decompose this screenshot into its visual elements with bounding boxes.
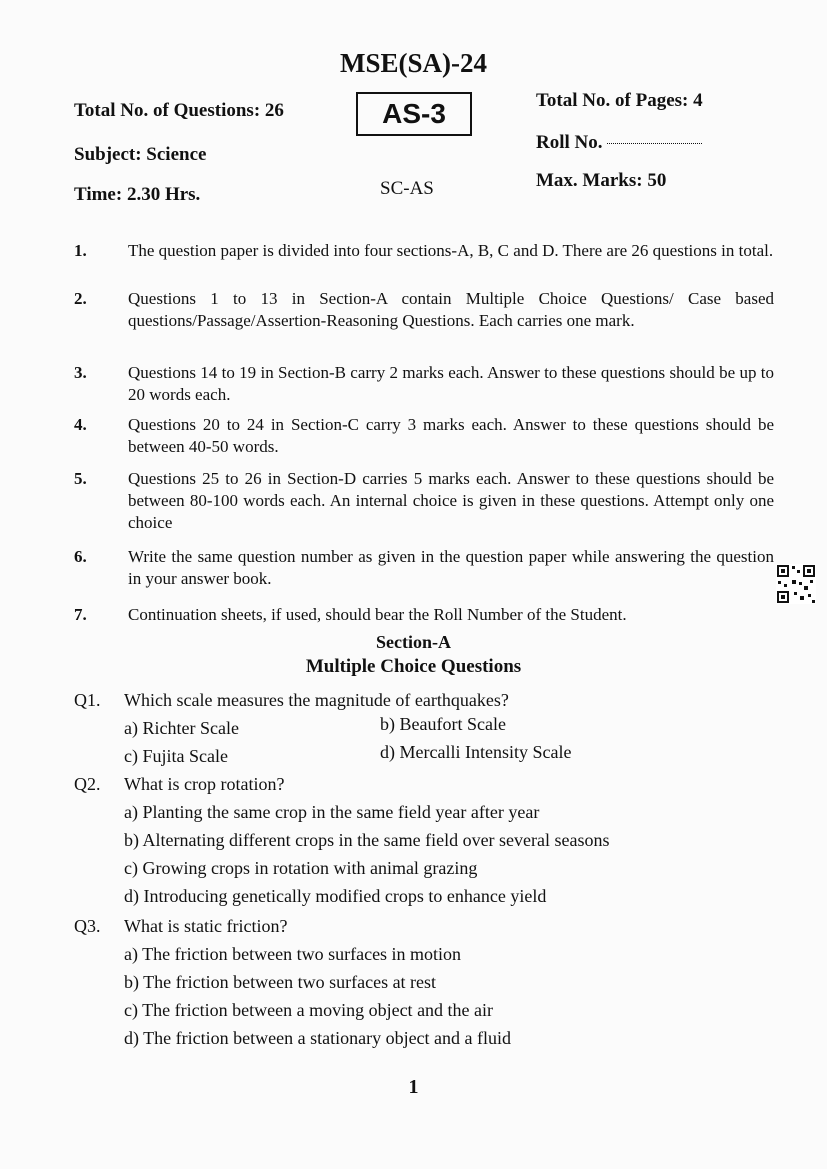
section-subtitle: Multiple Choice Questions <box>305 656 522 677</box>
instruction-item <box>74 468 774 534</box>
option: a) Richter Scale <box>124 718 239 738</box>
option: b) Beaufort Scale <box>380 714 506 734</box>
option: a) The friction between two surfaces in motion <box>124 944 462 964</box>
option: c) Fujita Scale <box>124 746 228 766</box>
roll-no <box>536 132 702 154</box>
set-code-box: AS-3 <box>356 92 472 136</box>
instruction-item <box>74 414 774 458</box>
instruction-text: Questions 1 to 13 in Section-A contain Multiple Choice Questions/ Case based questions/Passage/Assertion-Reasoning Questions. Each carries one mark. <box>128 289 774 330</box>
instruction-number: 5. <box>74 469 87 488</box>
paper-code: SC-AS <box>380 178 434 199</box>
question-text: What is static friction? <box>124 916 288 936</box>
instruction-text: Questions 20 to 24 in Section-C carry 3 marks each. Answer to these questions should be between 40-50 words. <box>128 415 774 456</box>
subject: Subject: Science <box>74 144 207 165</box>
roll-no-field[interactable] <box>607 143 702 144</box>
option: b) The friction between two surfaces at rest <box>124 972 437 992</box>
instruction-item <box>74 362 774 406</box>
option: d) The friction between a stationary object and a fluid <box>124 1028 512 1048</box>
instruction-item <box>74 240 774 262</box>
instruction-item <box>74 288 774 332</box>
instruction-text: Questions 14 to 19 in Section-B carry 2 marks each. Answer to these questions should be up to 20 words each. <box>128 363 774 404</box>
time: Time: 2.30 Hrs. <box>74 184 201 205</box>
exam-code: MSE(SA)-24 <box>340 48 487 78</box>
section-title: Section-A <box>376 632 451 652</box>
question-text: Which scale measures the magnitude of earthquakes? <box>124 690 509 710</box>
question-number: Q3. <box>74 916 101 936</box>
question-text: What is crop rotation? <box>124 774 285 794</box>
instruction-item <box>74 604 774 626</box>
instruction-text: Continuation sheets, if used, should bear the Roll Number of the Student. <box>128 605 627 624</box>
instruction-text: Questions 25 to 26 in Section-D carries 5 marks each. Answer to these questions should be between 80-100 words each. An internal choice is given in these questions. Attempt only one choice <box>128 469 774 532</box>
instruction-number: 1. <box>74 241 87 260</box>
option: d) Mercalli Intensity Scale <box>380 742 572 762</box>
option: b) Alternating different crops in the same field over several seasons <box>124 830 610 850</box>
qr-code-icon <box>776 564 816 604</box>
question-number: Q1. <box>74 690 101 710</box>
option: a) Planting the same crop in the same field year after year <box>124 802 540 822</box>
question-number: Q2. <box>74 774 101 794</box>
total-questions: Total No. of Questions: 26 <box>74 100 284 121</box>
roll-no-label: Roll No. <box>536 132 603 153</box>
option: c) The friction between a moving object and the air <box>124 1000 494 1020</box>
instruction-text: The question paper is divided into four sections-A, B, C and D. There are 26 questions in total. <box>128 241 774 260</box>
instruction-number: 3. <box>74 363 87 382</box>
instruction-number: 6. <box>74 547 87 566</box>
page-number: 1 <box>408 1076 419 1098</box>
total-pages: Total No. of Pages: 4 <box>536 90 703 111</box>
max-marks: Max. Marks: 50 <box>536 170 667 191</box>
option: d) Introducing genetically modified crops to enhance yield <box>124 886 547 906</box>
instruction-number: 4. <box>74 415 87 434</box>
instruction-number: 7. <box>74 605 87 624</box>
instruction-item <box>74 546 774 590</box>
option: c) Growing crops in rotation with animal grazing <box>124 858 478 878</box>
instruction-number: 2. <box>74 289 87 308</box>
instruction-text: Write the same question number as given in the question paper while answering the question in your answer book. <box>128 547 774 588</box>
